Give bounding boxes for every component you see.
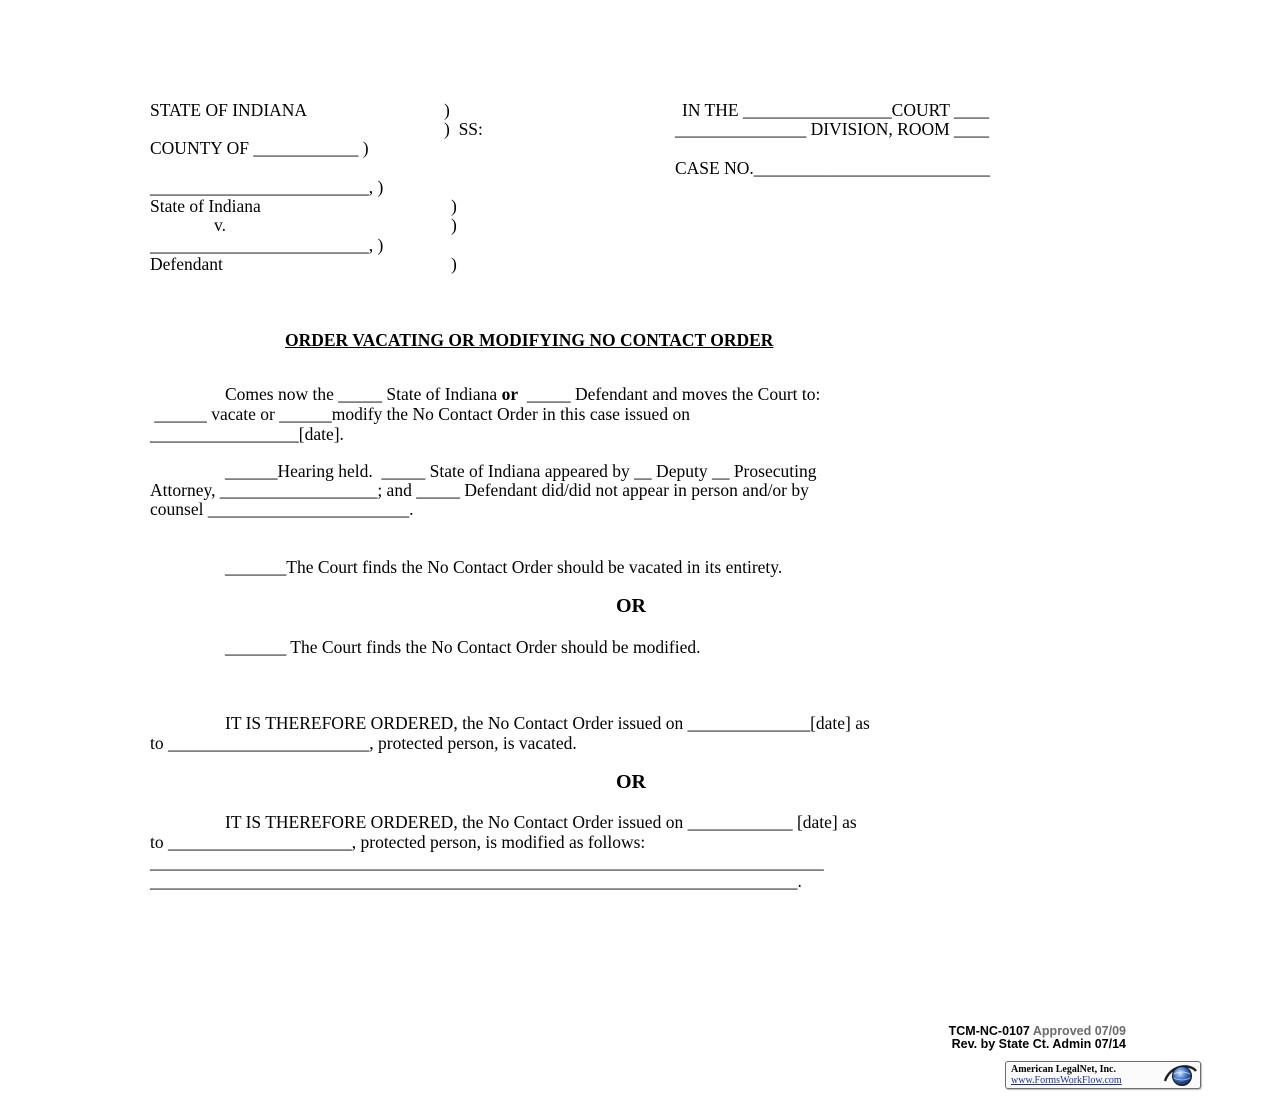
or-divider: OR — [616, 771, 646, 793]
finding-vacate-line: _______The Court finds the No Contact Order should be vacated in its entirety. — [225, 557, 783, 577]
state-of-indiana-heading: STATE OF INDIANA — [150, 100, 308, 120]
order-modify-line-2: to _____________________, protected person, is modified as follows: — [150, 832, 646, 852]
motion-text-a: Comes now the _____ State of Indiana — [225, 384, 502, 404]
order-vacate-line-2: to _______________________, protected person, is vacated. — [150, 733, 577, 753]
hearing-line-2: Attorney, __________________; and _____ Defendant did/did not appear in person and/or by — [150, 480, 809, 500]
caption-paren: ) — [451, 196, 457, 216]
motion-line-3: _________________[date]. — [150, 424, 344, 444]
motion-line-1 — [225, 384, 820, 404]
revision-note: Rev. by State Ct. Admin 07/14 — [951, 1037, 1126, 1051]
versus-label: v. — [214, 215, 226, 235]
finding-modify-line: _______ The Court finds the No Contact Order should be modified. — [225, 637, 701, 657]
approved-date: Approved 07/09 — [1029, 1024, 1126, 1038]
motion-or: or — [501, 384, 519, 404]
document-title: ORDER VACATING OR MODIFYING NO CONTACT ORDER — [285, 330, 774, 350]
caption-paren: ) — [444, 100, 450, 120]
hearing-line-3: counsel _______________________. — [150, 499, 414, 519]
form-number: TCM-NC-0107 — [948, 1024, 1030, 1038]
or-divider: OR — [616, 595, 646, 617]
court-name-line: IN THE _________________COURT ____ — [682, 100, 989, 120]
motion-text-b: _____ Defendant and moves the Court to: — [518, 384, 821, 404]
ss-label: ) SS: — [444, 119, 483, 139]
division-room-line: _______________ DIVISION, ROOM ____ — [675, 119, 990, 139]
globe-icon — [1162, 1063, 1198, 1087]
caption-paren: ) — [451, 215, 457, 235]
motion-line-2: ______ vacate or ______modify the No Contact Order in this case issued on — [150, 404, 690, 424]
state-party-label: State of Indiana — [150, 196, 261, 216]
defendant-blank-line: _________________________, ) — [150, 235, 384, 255]
order-vacate-line-1: IT IS THEREFORE ORDERED, the No Contact Order issued on ______________[date] as — [225, 713, 870, 733]
american-legalnet-logo[interactable] — [1005, 1061, 1201, 1089]
case-number-line: CASE NO.___________________________ — [675, 158, 991, 178]
county-of-line: COUNTY OF ____________ ) — [150, 138, 369, 158]
order-modify-line-1: IT IS THEREFORE ORDERED, the No Contact Order issued on ____________ [date] as — [225, 812, 857, 832]
logo-website-link[interactable]: www.FormsWorkFlow.com — [1011, 1075, 1122, 1086]
order-modify-blank-line-2: __________________________________________________________________________. — [150, 871, 802, 891]
caption-paren: ) — [451, 254, 457, 274]
logo-company-name: American LegalNet, Inc. — [1011, 1064, 1116, 1075]
defendant-label: Defendant — [150, 254, 223, 274]
hearing-line-1: ______Hearing held. _____ State of Indiana appeared by __ Deputy __ Prosecuting — [225, 461, 817, 481]
order-modify-blank-line-1: _____________________________________________________________________________ — [150, 852, 824, 872]
plaintiff-blank-line: _________________________, ) — [150, 177, 384, 197]
